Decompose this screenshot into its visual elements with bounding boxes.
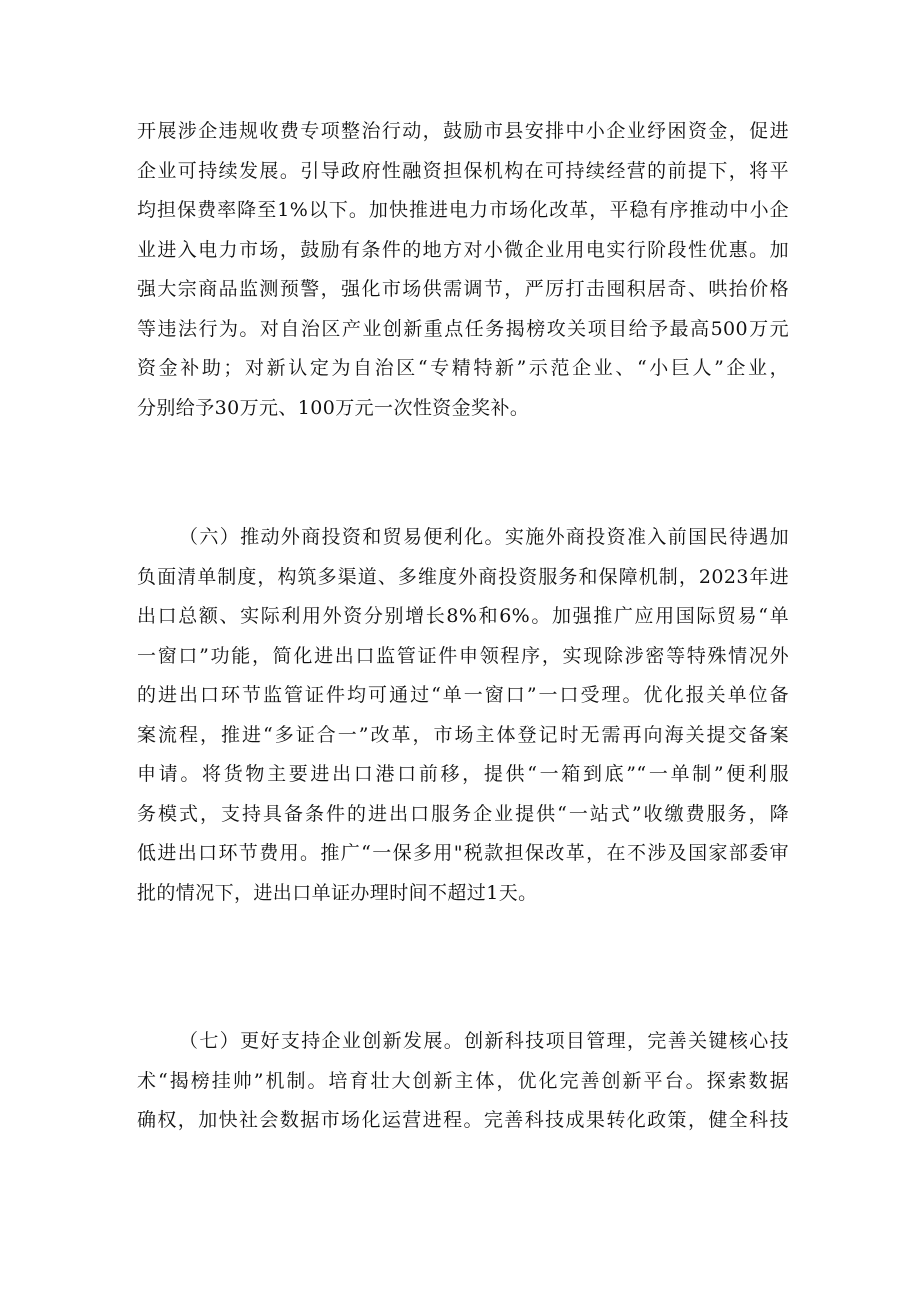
text-line: 一窗口”功能，简化进出口监管证件申领程序，实现除涉密等特殊情况外 (137, 644, 789, 667)
text-line: 资金补助；对新认定为自治区“专精特新”示范企业、“小巨人”企业， (137, 357, 789, 379)
text-line: 业进入电力市场，鼓励有条件的地方对小微企业用电实行阶段性优惠。加 (137, 238, 789, 261)
text-line: 均担保费率降至1%以下。加快推进电力市场化改革，平稳有序推动中小企 (137, 199, 789, 221)
text-line: 案流程，推进“多证合一”改革，市场主体登记时无需再向海关提交备案 (137, 723, 789, 746)
text-line: 开展涉企违规收费专项整治行动，鼓励市县安排中小企业纾困资金，促进 (137, 120, 789, 142)
text-line: 出口总额、实际利用外资分别增长8%和6%。加强推广应用国际贸易“单 (137, 605, 789, 627)
text-line: 负面清单制度，构筑多渠道、多维度外商投资服务和保障机制，2023年进 (137, 565, 789, 588)
text-line: 的进出口环节监管证件均可通过“单一窗口”一口受理。优化报关单位备 (137, 684, 789, 706)
text-line: 务模式，支持具备条件的进出口服务企业提供“一站式”收缴费服务，降 (137, 802, 789, 825)
paragraph-fee-reduction (137, 112, 789, 428)
paragraph-foreign-trade (137, 518, 789, 913)
text-line: 等违法行为。对自治区产业创新重点任务揭榜攻关项目给予最高500万元 (137, 317, 789, 340)
text-line: 企业可持续发展。引导政府性融资担保机构在可持续经营的前提下，将平 (137, 159, 789, 182)
paragraph-innovation (137, 1022, 789, 1141)
text-line: 分别给予30万元、100万元一次性资金奖补。 (137, 396, 530, 419)
section-heading-line: （六）推动外商投资和贸易便利化。实施外商投资准入前国民待遇加 (179, 526, 789, 548)
text-line: 确权，加快社会数据市场化运营进程。完善科技成果转化政策，健全科技 (137, 1109, 789, 1131)
text-line: 强大宗商品监测预警，强化市场供需调节，严厉打击囤积居奇、哄抬价格 (137, 278, 789, 300)
section-heading-line: （七）更好支持企业创新发展。创新科技项目管理，完善关键核心技 (179, 1030, 789, 1052)
text-line: 申请。将货物主要进出口港口前移，提供“一箱到底”“一单制”便利服 (137, 763, 789, 785)
text-line: 术“揭榜挂帅”机制。培育壮大创新主体，优化完善创新平台。探索数据 (137, 1069, 789, 1092)
text-line: 低进出口环节费用。推广“一保多用"税款担保改革，在不涉及国家部委审 (137, 842, 789, 864)
text-line: 批的情况下，进出口单证办理时间不超过1天。 (137, 881, 538, 904)
